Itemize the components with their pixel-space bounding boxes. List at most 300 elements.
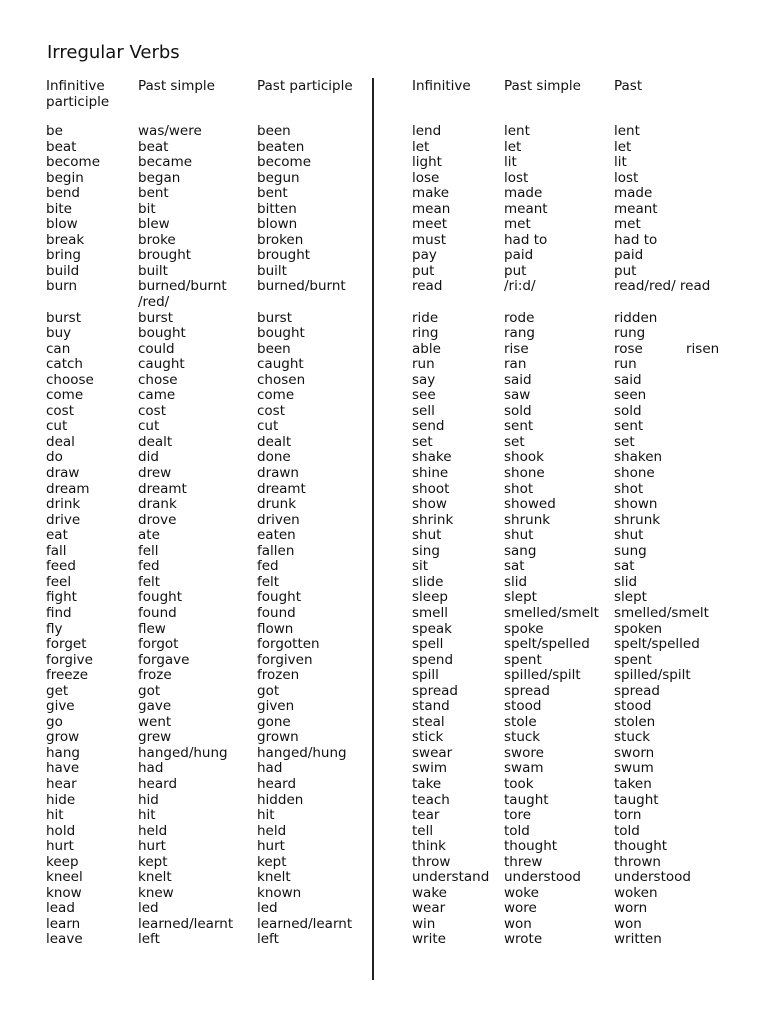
cell-text: forgot bbox=[138, 636, 179, 653]
cell-text: begun bbox=[257, 169, 300, 186]
cell-right-past-simple bbox=[504, 513, 550, 529]
cell-right-past bbox=[614, 917, 642, 933]
cell-left-past-participle bbox=[257, 373, 305, 389]
cell-text: built bbox=[257, 262, 287, 279]
cell-text: spent bbox=[614, 651, 652, 668]
cell-right-infinitive bbox=[412, 668, 439, 684]
table-row bbox=[0, 279, 768, 310]
cell-left-past-simple bbox=[138, 932, 160, 948]
cell-text: ran bbox=[504, 356, 527, 373]
cell-text: shrink bbox=[412, 511, 454, 528]
cell-right-past-simple bbox=[504, 435, 525, 451]
cell-text: let bbox=[614, 138, 632, 155]
cell-right-past-simple bbox=[504, 637, 590, 653]
cell-text: got bbox=[257, 682, 280, 699]
table-row bbox=[0, 886, 768, 902]
cell-left-past-participle bbox=[257, 824, 286, 840]
cell-left-past-simple bbox=[138, 450, 159, 466]
cell-text: kept bbox=[257, 853, 287, 870]
cell-text: meet bbox=[412, 216, 448, 233]
cell-right-past bbox=[614, 279, 710, 295]
table-row bbox=[0, 482, 768, 498]
cell-right-infinitive bbox=[412, 808, 439, 824]
cell-right-infinitive bbox=[412, 917, 435, 933]
cell-right-past-simple bbox=[504, 544, 536, 560]
cell-left-past-participle bbox=[257, 419, 278, 435]
cell-left-past-simple bbox=[138, 248, 191, 264]
cell-text: drank bbox=[138, 496, 177, 513]
cell-text: buy bbox=[46, 325, 72, 342]
page-title: Irregular Verbs bbox=[47, 42, 180, 63]
cell-text: grew bbox=[138, 729, 172, 746]
cell-left-past-participle bbox=[257, 653, 313, 669]
cell-right-past-simple bbox=[504, 793, 549, 809]
table-row bbox=[0, 233, 768, 249]
cell-text: stick bbox=[412, 729, 444, 746]
cell-text: taught bbox=[504, 791, 549, 808]
cell-text: learned/learnt bbox=[257, 915, 353, 932]
cell-right-past bbox=[614, 684, 660, 700]
table-row bbox=[0, 855, 768, 871]
cell-left-infinitive bbox=[46, 202, 72, 218]
cell-right-past bbox=[614, 715, 655, 731]
cell-right-past bbox=[614, 342, 643, 358]
cell-text: hurt bbox=[46, 838, 74, 855]
cell-text: do bbox=[46, 449, 63, 466]
cell-text: fought bbox=[257, 589, 301, 606]
table-row bbox=[0, 497, 768, 513]
cell-right-infinitive bbox=[412, 684, 458, 700]
cell-left-past-participle bbox=[257, 450, 291, 466]
cell-text: bought bbox=[138, 325, 186, 342]
cell-text: find bbox=[46, 604, 72, 621]
cell-text: hidden bbox=[257, 791, 304, 808]
cell-text: burn bbox=[46, 278, 77, 295]
cell-text: driven bbox=[257, 511, 300, 528]
cell-left-infinitive bbox=[46, 870, 83, 886]
cell-left-infinitive bbox=[46, 217, 78, 233]
cell-text: beat bbox=[138, 138, 169, 155]
cell-text: be bbox=[46, 123, 63, 139]
cell-text: run bbox=[614, 356, 637, 373]
cell-text: burst bbox=[138, 309, 174, 326]
cell-text: flown bbox=[257, 620, 294, 637]
cell-text: met bbox=[614, 216, 641, 233]
cell-right-infinitive bbox=[412, 824, 433, 840]
cell-text: dealt bbox=[138, 433, 173, 450]
table-row bbox=[0, 699, 768, 715]
cell-text: shone bbox=[614, 465, 655, 482]
table-row bbox=[0, 342, 768, 358]
cell-text: read bbox=[412, 278, 443, 295]
cell-right-past bbox=[614, 202, 658, 218]
cell-left-past-simple bbox=[138, 684, 160, 700]
cell-right-past bbox=[614, 746, 654, 762]
cell-right-past bbox=[614, 808, 641, 824]
cell-text: ride bbox=[412, 309, 439, 326]
cell-right-past bbox=[614, 777, 652, 793]
cell-text: forgave bbox=[138, 651, 190, 668]
table-row bbox=[0, 839, 768, 855]
cell-text: cut bbox=[257, 418, 279, 435]
cell-text: smelled/smelt bbox=[504, 604, 599, 621]
table-row bbox=[0, 606, 768, 622]
cell-text: went bbox=[138, 713, 172, 730]
cell-text: bought bbox=[257, 325, 305, 342]
cell-text: sit bbox=[412, 558, 429, 575]
cell-left-past-participle bbox=[257, 839, 285, 855]
cell-left-infinitive bbox=[46, 886, 82, 902]
cell-right-past-simple bbox=[504, 870, 581, 886]
cell-right-past bbox=[614, 590, 647, 606]
table-row bbox=[0, 450, 768, 466]
cell-left-past-simple bbox=[138, 466, 171, 482]
cell-text: hurt bbox=[138, 838, 166, 855]
cell-right-past bbox=[614, 886, 658, 902]
cell-right-past-simple bbox=[504, 202, 548, 218]
header-left-past-simple: Past simple bbox=[138, 78, 215, 94]
cell-left-infinitive bbox=[46, 450, 63, 466]
cell-right-infinitive bbox=[412, 248, 437, 264]
cell-text: must bbox=[412, 231, 447, 248]
cell-text: knelt bbox=[138, 869, 172, 886]
cell-text: stole bbox=[504, 713, 537, 730]
cell-right-past bbox=[614, 653, 652, 669]
cell-left-past-participle bbox=[257, 279, 346, 295]
cell-text: cost bbox=[257, 402, 286, 419]
cell-left-infinitive bbox=[46, 233, 84, 249]
table-row bbox=[0, 171, 768, 187]
cell-left-past-simple bbox=[138, 793, 159, 809]
cell-text: spoke bbox=[504, 620, 544, 637]
header-left-participle-label: participle bbox=[46, 93, 110, 110]
cell-left-past-simple bbox=[138, 186, 169, 202]
cell-right-past bbox=[614, 171, 638, 187]
cell-text: set bbox=[412, 433, 433, 450]
cell-right-past bbox=[614, 264, 636, 280]
cell-text: go bbox=[46, 713, 63, 730]
cell-text: said bbox=[614, 371, 642, 388]
cell-left-past-participle bbox=[257, 124, 291, 140]
cell-left-infinitive bbox=[46, 606, 72, 622]
table-row bbox=[0, 357, 768, 373]
cell-right-past-simple bbox=[504, 450, 544, 466]
cell-right-past-simple bbox=[504, 575, 527, 591]
cell-text: choose bbox=[46, 371, 94, 388]
cell-right-infinitive bbox=[412, 870, 489, 886]
cell-left-past-participle bbox=[257, 388, 294, 404]
cell-right-past-simple bbox=[504, 653, 542, 669]
cell-text: grown bbox=[257, 729, 299, 746]
cell-right-past-simple bbox=[504, 901, 537, 917]
table-row bbox=[0, 466, 768, 482]
cell-right-infinitive bbox=[412, 373, 435, 389]
cell-right-past bbox=[614, 668, 691, 684]
cell-left-past-participle bbox=[257, 513, 300, 529]
cell-left-past-simple bbox=[138, 155, 192, 171]
cell-text: drew bbox=[138, 465, 172, 482]
cell-text: shot bbox=[504, 480, 534, 497]
cell-text-continued: /red/ bbox=[138, 294, 170, 311]
table-row bbox=[0, 870, 768, 886]
cell-text: burst bbox=[257, 309, 293, 326]
cell-right-past bbox=[614, 855, 661, 871]
cell-right-past bbox=[614, 761, 654, 777]
cell-text: light bbox=[412, 154, 442, 171]
cell-left-infinitive bbox=[46, 186, 80, 202]
cell-text: beaten bbox=[257, 138, 305, 155]
cell-text: kept bbox=[138, 853, 168, 870]
cell-text: had to bbox=[504, 231, 548, 248]
cell-text: catch bbox=[46, 356, 83, 373]
cell-right-infinitive bbox=[412, 746, 452, 762]
cell-text: take bbox=[412, 775, 442, 792]
cell-left-past-simple bbox=[138, 373, 178, 389]
table-row bbox=[0, 684, 768, 700]
cell-text: forgive bbox=[46, 651, 93, 668]
cell-left-infinitive bbox=[46, 730, 79, 746]
cell-right-past bbox=[614, 901, 647, 917]
header-left-past-participle: Past participle bbox=[257, 78, 353, 94]
cell-text: got bbox=[138, 682, 161, 699]
cell-right-past-simple bbox=[504, 373, 532, 389]
cell-right-infinitive bbox=[412, 901, 445, 917]
cell-text: sold bbox=[504, 402, 532, 419]
cell-left-past-simple bbox=[138, 513, 176, 529]
cell-text: told bbox=[614, 822, 640, 839]
cell-left-infinitive bbox=[46, 839, 74, 855]
cell-left-past-simple bbox=[138, 901, 159, 917]
cell-left-past-participle bbox=[257, 808, 275, 824]
cell-text: lead bbox=[46, 900, 75, 917]
cell-text: cut bbox=[46, 418, 68, 435]
cell-text: have bbox=[46, 760, 80, 777]
cell-right-infinitive bbox=[412, 637, 443, 653]
cell-text: heard bbox=[257, 775, 297, 792]
header-left-infinitive-label: Infinitive bbox=[46, 78, 105, 94]
cell-right-past-simple bbox=[504, 482, 533, 498]
cell-text: able bbox=[412, 340, 441, 357]
cell-text: did bbox=[138, 449, 159, 466]
cell-right-infinitive bbox=[412, 761, 447, 777]
cell-left-infinitive bbox=[46, 373, 94, 389]
cell-left-past-simple bbox=[138, 311, 173, 327]
cell-text: break bbox=[46, 231, 85, 248]
cell-text: hanged/hung bbox=[257, 744, 347, 761]
cell-right-past-simple bbox=[504, 497, 556, 513]
cell-right-infinitive bbox=[412, 932, 446, 948]
cell-left-infinitive bbox=[46, 715, 63, 731]
cell-right-past-simple bbox=[504, 248, 533, 264]
cell-text: bit bbox=[138, 200, 156, 217]
cell-text: shrunk bbox=[504, 511, 551, 528]
cell-left-past-participle bbox=[257, 575, 279, 591]
cell-text: fed bbox=[257, 558, 279, 575]
cell-text: held bbox=[257, 822, 287, 839]
cell-left-past-participle bbox=[257, 622, 293, 638]
cell-right-past-simple bbox=[504, 746, 544, 762]
cell-right-past bbox=[614, 699, 651, 715]
cell-text: slept bbox=[614, 589, 647, 606]
cell-text: known bbox=[257, 884, 302, 901]
cell-text: eat bbox=[46, 527, 68, 544]
cell-right-past bbox=[614, 824, 640, 840]
cell-text: send bbox=[412, 418, 445, 435]
table-row bbox=[0, 808, 768, 824]
cell-text: led bbox=[257, 900, 278, 917]
cell-left-past-participle bbox=[257, 668, 299, 684]
cell-left-infinitive bbox=[46, 497, 80, 513]
cell-right-past bbox=[614, 482, 643, 498]
cell-right-past bbox=[614, 419, 643, 435]
header-right-past-simple: Past simple bbox=[504, 78, 581, 94]
cell-left-past-simple bbox=[138, 668, 172, 684]
cell-text: wore bbox=[504, 900, 537, 917]
cell-left-past-participle bbox=[257, 482, 306, 498]
cell-left-past-simple bbox=[138, 140, 168, 156]
cell-text: flew bbox=[138, 620, 166, 637]
cell-left-infinitive bbox=[46, 590, 77, 606]
cell-text: stuck bbox=[504, 729, 541, 746]
cell-left-past-simple bbox=[138, 326, 186, 342]
cell-right-past-simple bbox=[504, 699, 541, 715]
cell-text: cost bbox=[138, 402, 167, 419]
cell-text: hang bbox=[46, 744, 80, 761]
cell-text: cost bbox=[46, 402, 75, 419]
cell-right-infinitive bbox=[412, 388, 436, 404]
table-row bbox=[0, 373, 768, 389]
cell-text: thrown bbox=[614, 853, 661, 870]
cell-text: lose bbox=[412, 169, 440, 186]
cell-text: brought bbox=[257, 247, 311, 264]
cell-text: bitten bbox=[257, 200, 297, 217]
cell-text: shine bbox=[412, 465, 449, 482]
cell-text: understood bbox=[614, 869, 691, 886]
cell-text: wake bbox=[412, 884, 447, 901]
cell-right-past bbox=[614, 404, 642, 420]
cell-right-infinitive bbox=[412, 171, 439, 187]
cell-left-past-simple bbox=[138, 233, 176, 249]
cell-right-infinitive bbox=[412, 544, 440, 560]
cell-text: know bbox=[46, 884, 82, 901]
cell-text: shown bbox=[614, 496, 658, 513]
cell-left-past-simple bbox=[138, 264, 168, 280]
cell-text: eaten bbox=[257, 527, 296, 544]
cell-text: forgotten bbox=[257, 636, 320, 653]
cell-right-past bbox=[614, 497, 657, 513]
cell-right-past bbox=[614, 217, 641, 233]
cell-text: frozen bbox=[257, 667, 300, 684]
cell-left-infinitive bbox=[46, 559, 76, 575]
cell-left-past-participle bbox=[257, 746, 347, 762]
cell-text: hit bbox=[257, 807, 275, 824]
cell-text: hanged/hung bbox=[138, 744, 228, 761]
cell-right-past bbox=[614, 513, 660, 529]
cell-text: burst bbox=[46, 309, 82, 326]
cell-text: swim bbox=[412, 760, 447, 777]
cell-right-infinitive bbox=[412, 528, 441, 544]
cell-text: rise bbox=[504, 340, 529, 357]
cell-left-past-participle bbox=[257, 264, 287, 280]
table-row bbox=[0, 653, 768, 669]
cell-text: drawn bbox=[257, 465, 299, 482]
cell-left-infinitive bbox=[46, 901, 75, 917]
cell-right-past bbox=[614, 606, 709, 622]
cell-left-past-simple bbox=[138, 730, 171, 746]
cell-text: woken bbox=[614, 884, 658, 901]
table-row bbox=[0, 544, 768, 560]
cell-text: get bbox=[46, 682, 69, 699]
cell-right-past bbox=[614, 357, 637, 373]
cell-text: dreamt bbox=[257, 480, 306, 497]
cell-left-past-participle bbox=[257, 404, 285, 420]
cell-text: set bbox=[614, 433, 635, 450]
cell-right-past-simple bbox=[504, 264, 526, 280]
table-row bbox=[0, 326, 768, 342]
cell-text: ate bbox=[138, 527, 160, 544]
cell-text: saw bbox=[504, 387, 531, 404]
cell-left-past-simple bbox=[138, 622, 166, 638]
cell-text: hid bbox=[138, 791, 159, 808]
cell-text: sent bbox=[504, 418, 534, 435]
cell-text: show bbox=[412, 496, 447, 513]
cell-left-past-simple bbox=[138, 824, 167, 840]
cell-text: gone bbox=[257, 713, 291, 730]
cell-right-past-simple bbox=[504, 559, 525, 575]
cell-text: gave bbox=[138, 698, 172, 715]
cell-left-past-simple bbox=[138, 171, 180, 187]
cell-right-past-simple bbox=[504, 606, 599, 622]
cell-left-past-participle bbox=[257, 761, 282, 777]
cell-right-infinitive bbox=[412, 730, 443, 746]
cell-text: fly bbox=[46, 620, 63, 637]
cell-text: understand bbox=[412, 869, 490, 886]
cell-text: sent bbox=[614, 418, 644, 435]
cell-text: dreamt bbox=[138, 480, 187, 497]
cell-text: fallen bbox=[257, 542, 295, 559]
cell-left-past-simple bbox=[138, 279, 227, 310]
cell-right-infinitive bbox=[412, 186, 449, 202]
cell-right-infinitive bbox=[412, 279, 442, 295]
cell-right-past-simple bbox=[504, 419, 533, 435]
cell-left-past-participle bbox=[257, 155, 311, 171]
cell-left-past-simple bbox=[138, 217, 170, 233]
cell-left-past-simple bbox=[138, 637, 178, 653]
cell-text: give bbox=[46, 698, 75, 715]
cell-right-past-simple bbox=[504, 917, 532, 933]
cell-text: hear bbox=[46, 775, 77, 792]
cell-right-infinitive bbox=[412, 482, 449, 498]
cell-left-infinitive bbox=[46, 357, 83, 373]
cell-text: spelt/spelled bbox=[504, 636, 590, 653]
cell-right-past-simple bbox=[504, 808, 531, 824]
cell-text: been bbox=[257, 123, 291, 139]
cell-left-past-simple bbox=[138, 124, 202, 140]
cell-left-past-participle bbox=[257, 590, 301, 606]
cell-right-infinitive bbox=[412, 559, 428, 575]
table-row bbox=[0, 435, 768, 451]
cell-text: say bbox=[412, 371, 436, 388]
cell-right-past-simple bbox=[504, 684, 550, 700]
cell-left-past-participle bbox=[257, 901, 278, 917]
cell-text: told bbox=[504, 822, 530, 839]
cell-left-infinitive bbox=[46, 699, 75, 715]
cell-text: found bbox=[257, 604, 296, 621]
cell-right-past bbox=[614, 155, 627, 171]
cell-left-past-participle bbox=[257, 886, 301, 902]
cell-text: drove bbox=[138, 511, 177, 528]
cell-text: spilled/spilt bbox=[614, 667, 691, 684]
